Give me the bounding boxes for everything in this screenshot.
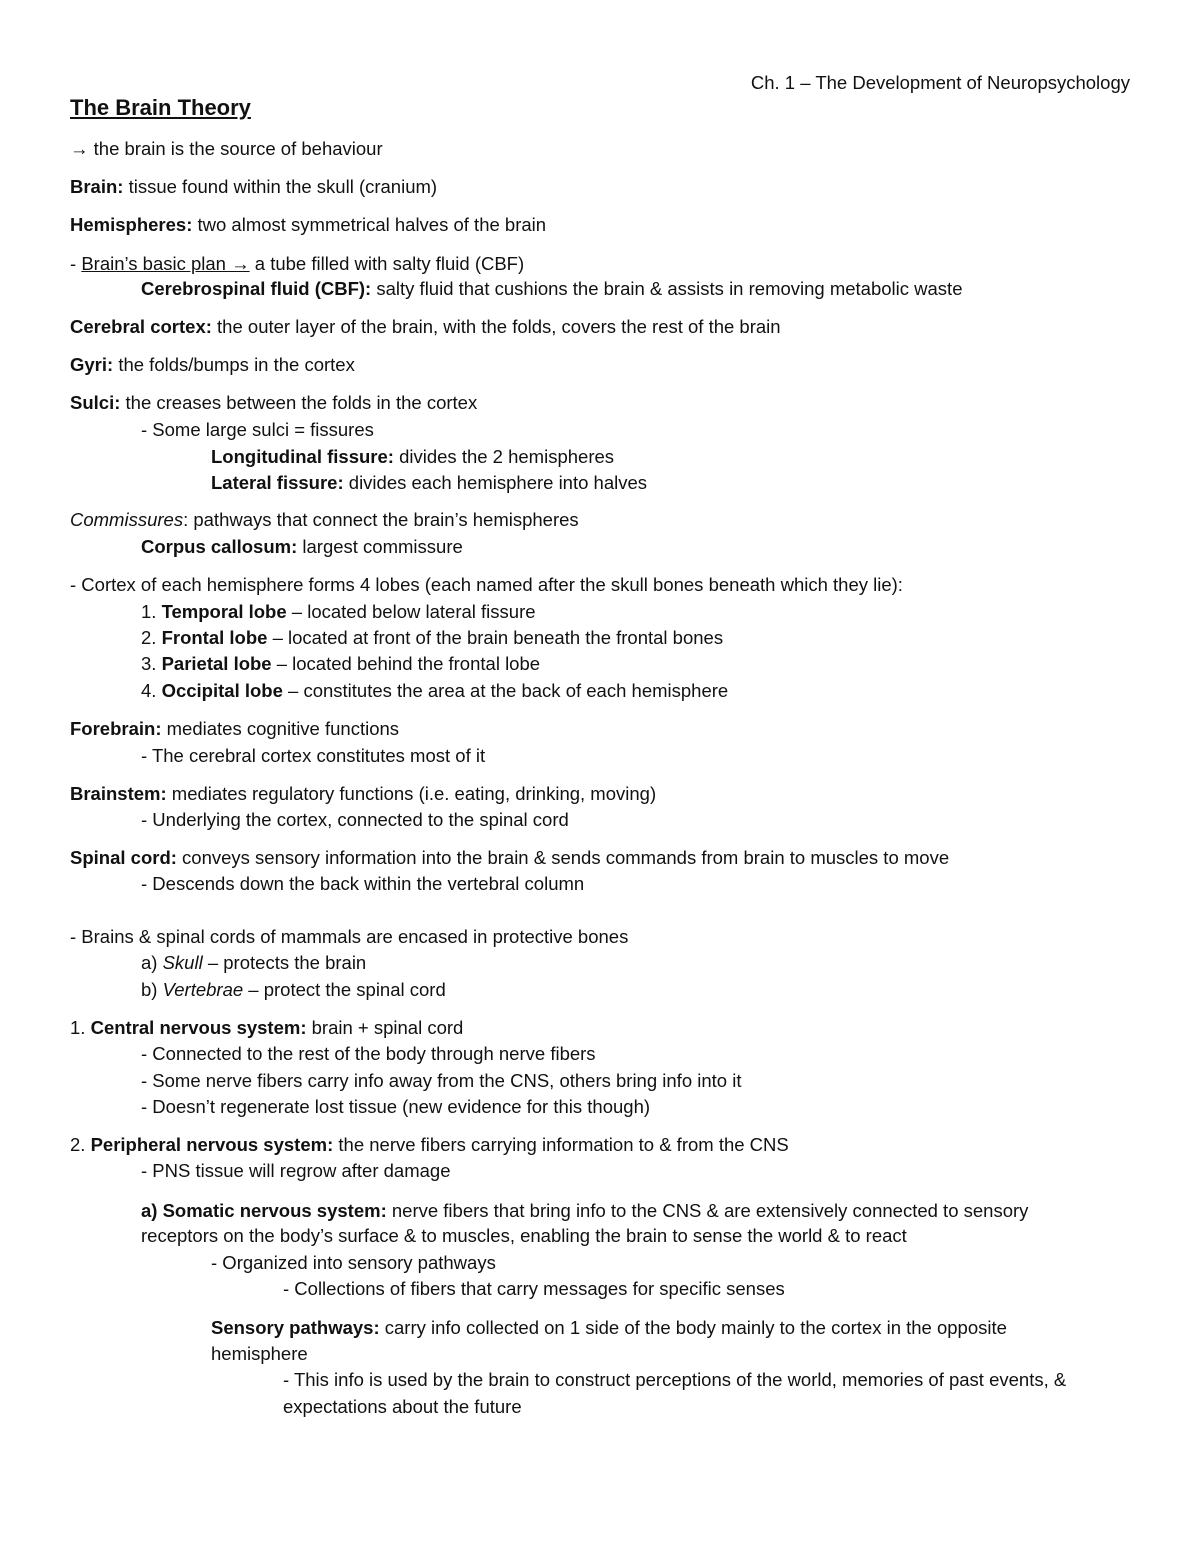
lobes-intro: - Cortex of each hemisphere forms 4 lobes (each named after the skull bones beneath which they lie): [70, 574, 903, 595]
page-title: The Brain Theory [70, 95, 251, 120]
sulci-def: Sulci: the creases between the folds in the cortex [70, 392, 478, 413]
page-header: Ch. 1 – The Development of Neuropsychology [750, 72, 1130, 93]
sensory-pathways-def-cont: hemisphere [211, 1343, 308, 1364]
encased-line: - Brains & spinal cords of mammals are encased in protective bones [70, 926, 629, 947]
sulci-note: - Some large sulci = fissures [141, 419, 374, 440]
sensory-pathways-note-2: expectations about the future [283, 1396, 522, 1417]
cns-note-2: - Some nerve fibers carry info away from the CNS, others bring info into it [141, 1070, 742, 1091]
intro-line: → the brain is the source of behaviour [70, 138, 383, 159]
lobe-item-parietal: 3. Parietal lobe – located behind the frontal lobe [141, 653, 541, 674]
cns-note-1: - Connected to the rest of the body through nerve fibers [141, 1043, 596, 1064]
spinal-cord-def: Spinal cord: conveys sensory information into the brain & sends commands from brain to muscles to move [70, 847, 950, 868]
lobe-item-frontal: 2. Frontal lobe – located at front of the brain beneath the frontal bones [141, 627, 724, 648]
longitudinal-fissure-def: Longitudinal fissure: divides the 2 hemispheres [211, 446, 615, 467]
basic-plan-line: - Brain’s basic plan → a tube filled with salty fluid (CBF) [70, 253, 525, 274]
brain-def: Brain: tissue found within the skull (cranium) [70, 176, 438, 197]
hemispheres-def: Hemispheres: two almost symmetrical halves of the brain [70, 214, 547, 235]
cerebral-cortex-def: Cerebral cortex: the outer layer of the brain, with the folds, covers the rest of the brain [70, 316, 781, 337]
cns-note-3: - Doesn’t regenerate lost tissue (new evidence for this though) [141, 1096, 651, 1117]
csf-def: Cerebrospinal fluid (CBF): salty fluid that cushions the brain & assists in removing metabolic waste [141, 278, 963, 299]
pns-note: - PNS tissue will regrow after damage [141, 1160, 451, 1181]
lateral-fissure-def: Lateral fissure: divides each hemisphere into halves [211, 472, 648, 493]
brainstem-note: - Underlying the cortex, connected to the spinal cord [141, 809, 569, 830]
somatic-note-2: - Collections of fibers that carry messages for specific senses [283, 1278, 785, 1299]
gyri-def: Gyri: the folds/bumps in the cortex [70, 354, 355, 375]
brainstem-def: Brainstem: mediates regulatory functions (i.e. eating, drinking, moving) [70, 783, 657, 804]
forebrain-def: Forebrain: mediates cognitive functions [70, 718, 400, 739]
pns-def: 2. Peripheral nervous system: the nerve fibers carrying information to & from the CNS [70, 1134, 789, 1155]
forebrain-note: - The cerebral cortex constitutes most of it [141, 745, 486, 766]
skull-item: a) Skull – protects the brain [141, 952, 367, 973]
somatic-def: a) Somatic nervous system: nerve fibers that bring info to the CNS & are extensively connected to sensory [141, 1200, 1029, 1221]
somatic-def-cont: receptors on the body’s surface & to muscles, enabling the brain to sense the world & to react [141, 1225, 907, 1246]
somatic-note-1: - Organized into sensory pathways [211, 1252, 496, 1273]
cns-def: 1. Central nervous system: brain + spinal cord [70, 1017, 464, 1038]
sensory-pathways-note-1: - This info is used by the brain to construct perceptions of the world, memories of past events, & [283, 1369, 1067, 1390]
vertebrae-item: b) Vertebrae – protect the spinal cord [141, 979, 446, 1000]
spinal-cord-note: - Descends down the back within the vertebral column [141, 873, 585, 894]
lobe-item-temporal: 1. Temporal lobe – located below lateral fissure [141, 601, 536, 622]
lobe-item-occipital: 4. Occipital lobe – constitutes the area at the back of each hemisphere [141, 680, 729, 701]
commissures-def: Commissures: pathways that connect the brain’s hemispheres [70, 509, 579, 530]
sensory-pathways-def: Sensory pathways: carry info collected on 1 side of the body mainly to the cortex in the opposite [211, 1317, 1007, 1338]
corpus-callosum-def: Corpus callosum: largest commissure [141, 536, 463, 557]
